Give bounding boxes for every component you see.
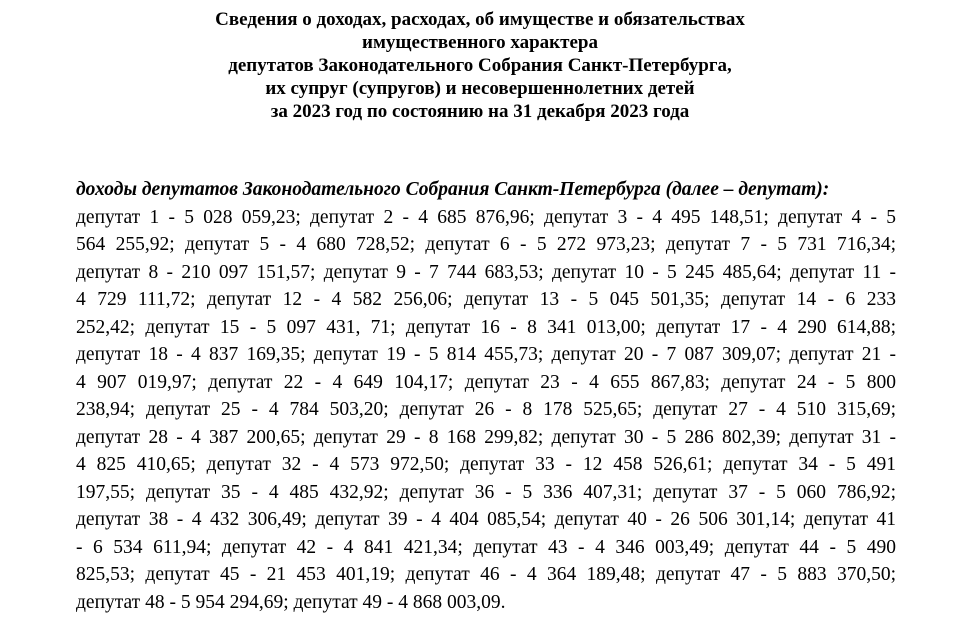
body-line: депутат 48 - 5 954 294,69; депутат 49 - 4 868 003,09. [76, 591, 506, 613]
section-heading: доходы депутатов Законодательного Собрания Санкт-Петербурга (далее – депутат): [76, 179, 830, 200]
body-line: 825,53; депутат 45 - 21 453 401,19; депутат 46 - 4 364 189,48; депутат 47 - 5 883 370,50; [76, 564, 896, 585]
title-line: за 2023 год по состоянию на 31 декабря 2023 года [270, 101, 690, 122]
title-line: Сведения о доходах, расходах, об имуществе и обязательствах [215, 9, 745, 30]
body-line: - 6 534 611,94; депутат 42 - 4 841 421,34; депутат 43 - 4 346 003,49; депутат 44 - 5 490 [76, 536, 896, 558]
body-line: депутат 8 - 210 097 151,57; депутат 9 - 7 744 683,53; депутат 10 - 5 245 485,64; депутат 11 - [76, 261, 896, 283]
body-line: депутат 18 - 4 837 169,35; депутат 19 - 5 814 455,73; депутат 20 - 7 087 309,07; депутат 21 - [76, 344, 896, 365]
document-body [76, 176, 896, 616]
document-title [0, 8, 960, 123]
body-line: 4 825 410,65; депутат 32 - 4 573 972,50; депутат 33 - 12 458 526,61; депутат 34 - 5 491 [76, 454, 896, 475]
title-line: имущественного характера [362, 32, 598, 53]
body-line: 238,94; депутат 25 - 4 784 503,20; депутат 26 - 8 178 525,65; депутат 27 - 4 510 315,69; [76, 399, 896, 420]
body-line: 252,42; депутат 15 - 5 097 431, 71; депутат 16 - 8 341 013,00; депутат 17 - 4 290 614,88; [76, 316, 896, 338]
body-line: 4 907 019,97; депутат 22 - 4 649 104,17; депутат 23 - 4 655 867,83; депутат 24 - 5 800 [76, 371, 896, 393]
title-line: депутатов Законодательного Собрания Санкт-Петербурга, [228, 55, 732, 76]
body-line: депутат 28 - 4 387 200,65; депутат 29 - 8 168 299,82; депутат 30 - 5 286 802,39; депутат 31 - [76, 426, 896, 448]
title-line: их супруг (супругов) и несовершеннолетних детей [265, 78, 695, 99]
body-line: депутат 38 - 4 432 306,49; депутат 39 - 4 404 085,54; депутат 40 - 26 506 301,14; депутат 41 [76, 509, 896, 530]
body-line: 4 729 111,72; депутат 12 - 4 582 256,06; депутат 13 - 5 045 501,35; депутат 14 - 6 233 [76, 289, 896, 310]
body-line: депутат 1 - 5 028 059,23; депутат 2 - 4 685 876,96; депутат 3 - 4 495 148,51; депутат 4 - 5 [76, 206, 896, 228]
body-line: 564 255,92; депутат 5 - 4 680 728,52; депутат 6 - 5 272 973,23; депутат 7 - 5 731 716,34; [76, 234, 896, 255]
body-line: 197,55; депутат 35 - 4 485 432,92; депутат 36 - 5 336 407,31; депутат 37 - 5 060 786,92; [76, 481, 896, 503]
